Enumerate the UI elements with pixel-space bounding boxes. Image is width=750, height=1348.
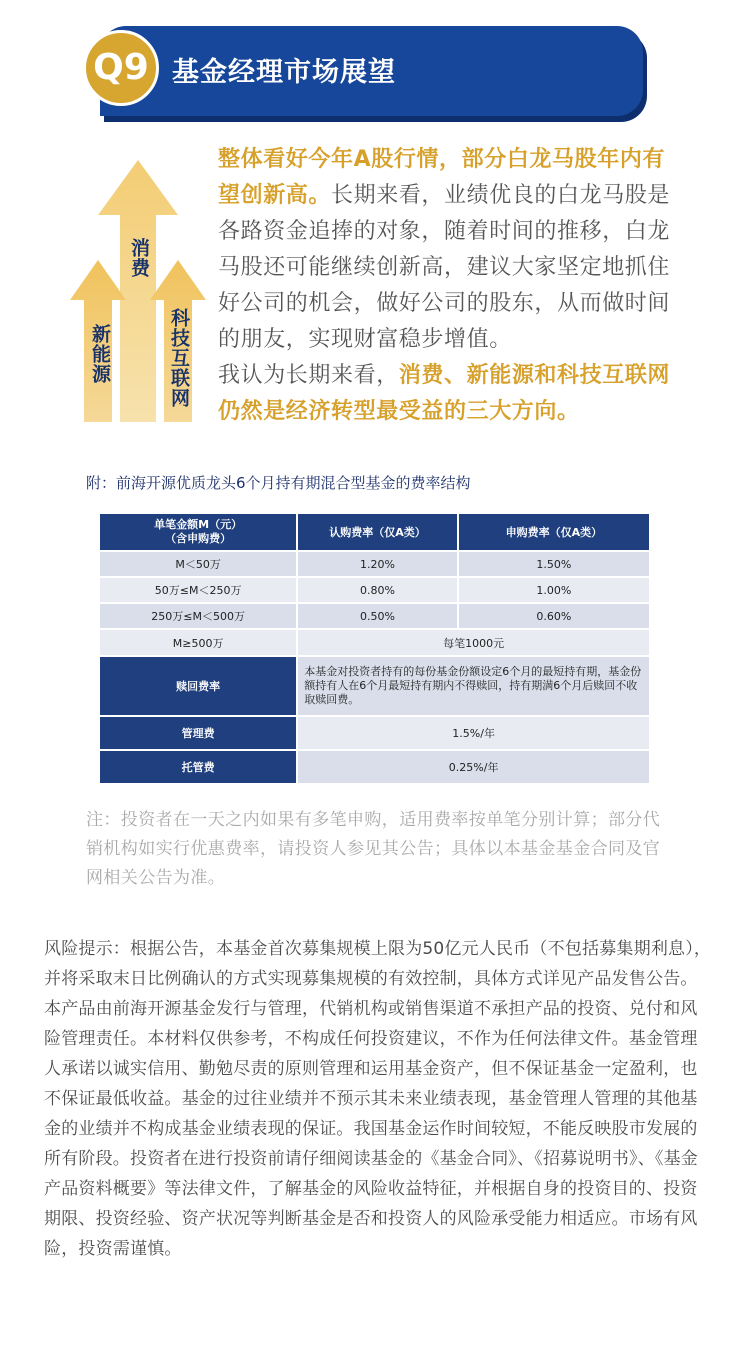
highlight-a-share: 整体看好今年A股行情，部分白龙马股年内有望创新高。	[218, 147, 666, 208]
arrow-label-consumption: 消费	[128, 238, 150, 278]
header-amount: 单笔金额M（元） （含申购费）	[99, 513, 297, 551]
question-badge: Q9	[83, 30, 159, 106]
purchase-fee-cell: 1.00%	[458, 577, 650, 603]
fee-note: 注：投资者在一天之内如果有多笔申购，适用费率按单笔分别计算；部分代销机构如实行优惠费率，请投资人参见其公告；具体以本基金基金合同及官网相关公告为准。	[86, 810, 661, 888]
fixed-fee-cell: 每笔1000元	[297, 629, 650, 656]
redeem-label: 赎回费率	[99, 656, 297, 716]
table-row	[99, 551, 650, 577]
risk-disclosure: 风险提示：根据公告，本基金首次募集规模上限为50亿元人民币（不包括募集期利息），并将采取末日比例确认的方式实现募集规模的有效控制，具体方式详见产品发售公告。本产品由前海开源基金发行与管理，代销机构或销售渠道不承担产品的投资、兑付和风险管理责任。本材料仅供参考，不构成任何投资建议，不作为任何法律文件。基金管理人承诺以诚实信用、勤勉尽责的原则管理和运用基金资产，但不保证基金一定盈利，也不保证最低收益。基金的过往业绩并不预示其未来业绩表现，基金管理人管理的其他基金的业绩并不构成基金业绩表现的保证。我国基金运作时间较短，不能反映股市发展的所有阶段。投资者在进行投资前请仔细阅读基金的《基金合同》、《招募说明书》、《基金产品资料概要》等法律文件，了解基金的风险收益特征，并根据自身的投资目的、投资期限、投资经验、资产状况等判断基金是否和投资人的风险承受能力相适应。市场有风险，投资需谨慎。	[44, 939, 712, 1259]
subscription-fee-cell: 0.50%	[297, 603, 457, 629]
redeem-description: 本基金对投资者持有的每份基金份额设定6个月的最短持有期，基金份额持有人在6个月最短持有期内不得赎回，持有期满6个月后赎回不收取赎回费。	[297, 656, 650, 716]
table-row	[99, 577, 650, 603]
table-row	[99, 716, 650, 750]
header-purchase-fee: 申购费率（仅A类）	[458, 513, 650, 551]
outlook-paragraph	[218, 142, 678, 430]
management-fee-value: 1.5%/年	[297, 716, 650, 750]
page-title: 基金经理市场展望	[172, 57, 396, 88]
amount-cell: 50万≤M＜250万	[99, 577, 297, 603]
outlook-body: 长期来看，业绩优良的白龙马股是各路资金追捧的对象，随着时间的推移，白龙马股还可能继续创新高，建议大家坚定地抓住好公司的机会，做好公司的股东，从而做时间的朋友，实现财富稳步增值。	[218, 183, 671, 352]
arrow-label-new-energy: 新能源	[89, 324, 111, 384]
subscription-fee-cell: 0.80%	[297, 577, 457, 603]
growth-arrows-graphic	[68, 160, 208, 430]
custody-fee-value: 0.25%/年	[297, 750, 650, 784]
table-row	[99, 629, 650, 656]
outlook-lead: 我认为长期来看，	[218, 363, 399, 388]
custody-fee-label: 托管费	[99, 750, 297, 784]
purchase-fee-cell: 0.60%	[458, 603, 650, 629]
table-row	[99, 750, 650, 784]
table-row	[99, 656, 650, 716]
purchase-fee-cell: 1.50%	[458, 551, 650, 577]
arrow-label-tech-internet: 科技互联网	[168, 308, 190, 408]
table-row	[99, 603, 650, 629]
amount-cell: M≥500万	[99, 629, 297, 656]
subscription-fee-cell: 1.20%	[297, 551, 457, 577]
table-header-row	[99, 513, 650, 551]
management-fee-label: 管理费	[99, 716, 297, 750]
amount-cell: 250万≤M＜500万	[99, 603, 297, 629]
header-subscription-fee: 认购费率（仅A类）	[297, 513, 457, 551]
fee-table	[98, 512, 651, 785]
highlight-directions: 消费、新能源和科技互联网仍然是经济转型最受益的三大方向。	[218, 363, 671, 424]
table-caption: 附：前海开源优质龙头6个月持有期混合型基金的费率结构	[86, 474, 471, 492]
amount-cell: M＜50万	[99, 551, 297, 577]
